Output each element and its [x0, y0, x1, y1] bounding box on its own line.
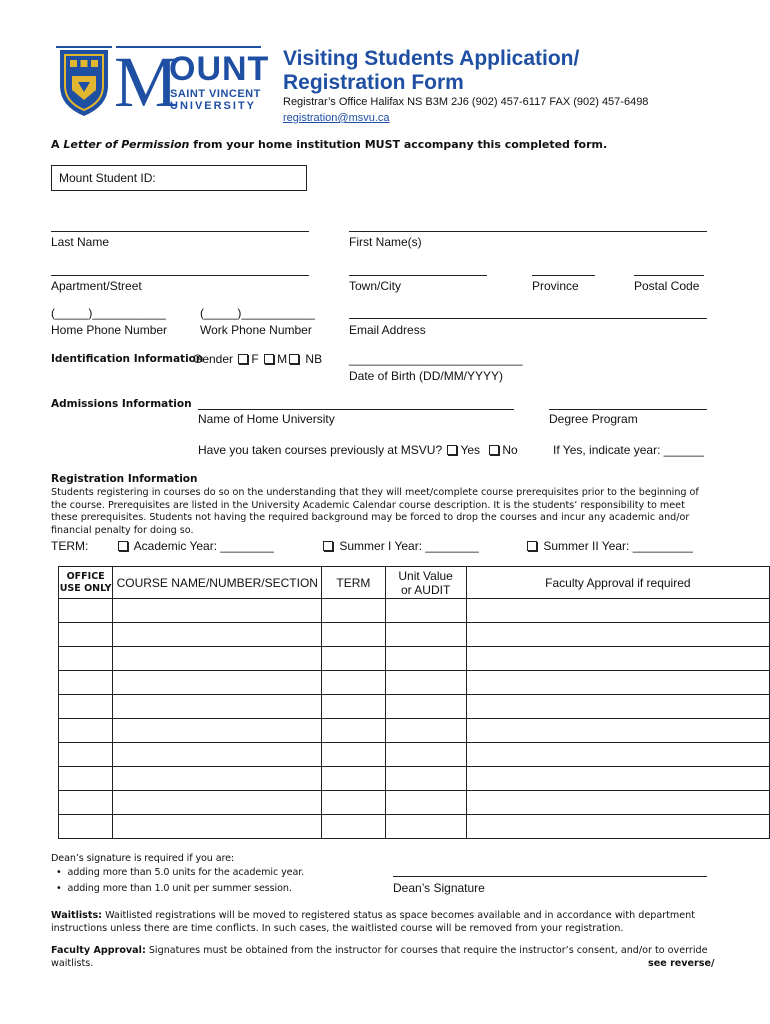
summer1-checkbox[interactable]	[323, 541, 333, 551]
table-row	[59, 743, 770, 767]
gender-nb-label: NB	[305, 352, 323, 366]
course-name-cell[interactable]	[113, 791, 322, 815]
office-use-cell	[59, 647, 113, 671]
home-university-label: Name of Home University	[198, 412, 335, 426]
gender-m-label: M	[277, 352, 288, 366]
term-cell[interactable]	[322, 599, 385, 623]
faculty-approval-cell[interactable]	[466, 815, 769, 839]
form-title-line1: Visiting Students Application/	[283, 47, 580, 70]
logo-word-university: UNIVERSITY	[170, 100, 257, 112]
previous-yes-checkbox[interactable]	[447, 445, 457, 455]
course-name-cell[interactable]	[113, 815, 322, 839]
office-use-cell	[59, 695, 113, 719]
term-cell[interactable]	[322, 623, 385, 647]
gender-nb-checkbox[interactable]	[289, 354, 299, 364]
letter-emphasis: Letter of Permission	[63, 138, 190, 151]
table-row	[59, 671, 770, 695]
office-use-cell	[59, 599, 113, 623]
unit-value-cell[interactable]	[385, 791, 466, 815]
letter-of-permission-notice	[51, 138, 607, 151]
course-name-cell[interactable]	[113, 599, 322, 623]
province-label: Province	[532, 279, 579, 293]
faculty-approval-cell[interactable]	[466, 767, 769, 791]
faculty-approval-cell[interactable]	[466, 791, 769, 815]
apartment-line[interactable]	[51, 275, 309, 276]
first-name-line[interactable]	[349, 231, 707, 232]
table-row	[59, 719, 770, 743]
if-yes-year[interactable]: If Yes, indicate year: ______	[553, 443, 704, 457]
apartment-label: Apartment/Street	[51, 279, 142, 293]
academic-year-checkbox[interactable]	[118, 541, 128, 551]
faculty-approval-cell[interactable]	[466, 671, 769, 695]
dean-bullet-1: • adding more than 5.0 units for the academic year.	[56, 867, 305, 878]
gender-m-checkbox[interactable]	[264, 354, 274, 364]
term-cell[interactable]	[322, 671, 385, 695]
table-row	[59, 599, 770, 623]
admissions-heading: Admissions Information	[51, 398, 192, 410]
gender-f-checkbox[interactable]	[238, 354, 248, 364]
town-line[interactable]	[349, 275, 487, 276]
logo-word-ount: OUNT	[169, 50, 270, 88]
gender-label: Gender	[193, 352, 234, 366]
faculty-approval-cell[interactable]	[466, 647, 769, 671]
last-name-line[interactable]	[51, 231, 309, 232]
header-term: TERM	[322, 567, 385, 599]
dean-signature-line[interactable]	[393, 876, 707, 877]
faculty-approval-note	[51, 945, 711, 970]
previous-no-checkbox[interactable]	[489, 445, 499, 455]
term-summer1	[321, 539, 479, 553]
course-name-cell[interactable]	[113, 695, 322, 719]
header-unit-value: Unit Value or AUDIT	[385, 567, 466, 599]
unit-value-cell[interactable]	[385, 599, 466, 623]
student-id-label: Mount Student ID:	[59, 171, 156, 185]
table-row	[59, 695, 770, 719]
dean-bullet-2-text: adding more than 1.0 unit per summer session.	[67, 883, 292, 894]
gender-group	[193, 352, 322, 366]
home-university-line[interactable]	[198, 409, 514, 410]
table-row	[59, 791, 770, 815]
term-cell[interactable]	[322, 743, 385, 767]
course-name-cell[interactable]	[113, 767, 322, 791]
unit-value-cell[interactable]	[385, 767, 466, 791]
letter-prefix: A	[51, 138, 64, 151]
faculty-approval-cell[interactable]	[466, 623, 769, 647]
first-name-label: First Name(s)	[349, 235, 422, 249]
term-cell[interactable]	[322, 791, 385, 815]
term-cell[interactable]	[322, 719, 385, 743]
registration-text: Students registering in courses do so on the understanding that they will meet/complete course prerequisites prior to the beginning of the course. Prerequisites are listed in the University Academic Calendar course description. It is the students’ responsibility to meet these prerequisites. Students not having the required background may be forced to drop the courses and incur any academic and/or financial penalty for doing so.	[51, 487, 699, 536]
term-cell[interactable]	[322, 647, 385, 671]
office-use-cell	[59, 815, 113, 839]
term-summer2	[525, 539, 693, 553]
student-id-field[interactable]	[51, 165, 307, 191]
table-row	[59, 647, 770, 671]
logo-word-saint-vincent: SAINT VINCENT	[170, 88, 261, 100]
identification-heading: Identification Information	[51, 353, 204, 365]
registrar-contact: Registrar’s Office Halifax NS B3M 2J6 (902) 457-6117 FAX (902) 457-6498	[283, 96, 649, 108]
previous-no-label: No	[502, 443, 518, 457]
course-table	[58, 566, 770, 839]
unit-value-cell[interactable]	[385, 647, 466, 671]
table-row	[59, 623, 770, 647]
letter-suffix: from your home institution MUST accompany this completed form.	[189, 138, 608, 151]
postal-line[interactable]	[634, 275, 704, 276]
summer1-label: Summer I Year: ________	[339, 539, 479, 553]
unit-value-cell[interactable]	[385, 815, 466, 839]
faculty-approval-cell[interactable]	[466, 695, 769, 719]
email-line[interactable]	[349, 318, 707, 319]
term-cell[interactable]	[322, 767, 385, 791]
faculty-approval-text: Signatures must be obtained from the instructor for courses that require the instructor’s consent, and/or to override waitlists.	[51, 945, 708, 969]
unit-value-cell[interactable]	[385, 719, 466, 743]
header-course-name: COURSE NAME/NUMBER/SECTION	[113, 567, 322, 599]
term-academic	[116, 539, 274, 553]
dean-signature-label: Dean’s Signature	[393, 881, 485, 895]
office-use-cell	[59, 791, 113, 815]
previous-question-text: Have you taken courses previously at MSVU?	[198, 443, 443, 457]
course-table-body	[59, 599, 770, 839]
office-use-cell	[59, 743, 113, 767]
previous-courses-question	[198, 443, 518, 457]
last-name-label: Last Name	[51, 235, 110, 249]
waitlists-note	[51, 910, 711, 935]
waitlists-label: Waitlists:	[51, 910, 103, 921]
office-use-cell	[59, 623, 113, 647]
term-label: TERM:	[51, 539, 89, 553]
dean-intro: Dean’s signature is required if you are:	[51, 853, 235, 864]
faculty-approval-label: Faculty Approval:	[51, 945, 146, 956]
waitlists-text: Waitlisted registrations will be moved to registered status as space becomes available and in accordance with department instructions unless there are time conflicts. In such cases, the waitlisted course will be removed from your registration.	[51, 910, 695, 934]
table-row	[59, 767, 770, 791]
dob-blank[interactable]: __________________________	[349, 352, 523, 366]
previous-yes-label: Yes	[460, 443, 481, 457]
university-logo	[56, 42, 270, 122]
faculty-approval-cell[interactable]	[466, 599, 769, 623]
unit-value-cell[interactable]	[385, 623, 466, 647]
office-use-cell	[59, 719, 113, 743]
see-reverse: see reverse/	[648, 958, 715, 969]
header-faculty-approval: Faculty Approval if required	[466, 567, 769, 599]
faculty-approval-cell[interactable]	[466, 743, 769, 767]
header-office-use: OFFICE USE ONLY	[59, 567, 113, 599]
course-name-cell[interactable]	[113, 719, 322, 743]
term-cell[interactable]	[322, 815, 385, 839]
degree-program-label: Degree Program	[549, 412, 638, 426]
form-title-line2: Registration Form	[283, 71, 464, 94]
registrar-email-link[interactable]: registration@msvu.ca	[283, 112, 390, 124]
office-use-cell	[59, 767, 113, 791]
academic-year-label: Academic Year: ________	[133, 539, 274, 553]
course-name-cell[interactable]	[113, 743, 322, 767]
unit-value-cell[interactable]	[385, 743, 466, 767]
course-name-cell[interactable]	[113, 671, 322, 695]
degree-program-line[interactable]	[549, 409, 707, 410]
email-address-label: Email Address	[349, 323, 426, 337]
logo-big-letter: M	[114, 42, 179, 122]
faculty-approval-cell[interactable]	[466, 719, 769, 743]
gender-f-label: F	[251, 352, 259, 366]
unit-value-cell[interactable]	[385, 695, 466, 719]
work-phone-label: Work Phone Number	[200, 323, 312, 337]
summer2-label: Summer II Year: _________	[543, 539, 693, 553]
home-phone-blank[interactable]: (_____)___________	[51, 306, 166, 320]
unit-value-cell[interactable]	[385, 671, 466, 695]
postal-label: Postal Code	[634, 279, 700, 293]
home-phone-label: Home Phone Number	[51, 323, 168, 337]
dob-label: Date of Birth (DD/MM/YYYY)	[349, 369, 504, 383]
registration-heading: Registration Information	[51, 473, 198, 485]
table-row	[59, 815, 770, 839]
dean-bullet-1-text: adding more than 5.0 units for the academic year.	[67, 867, 305, 878]
dean-bullet-2: • adding more than 1.0 unit per summer session.	[56, 883, 292, 894]
course-table-header	[59, 567, 770, 599]
office-use-cell	[59, 671, 113, 695]
province-line[interactable]	[532, 275, 595, 276]
term-cell[interactable]	[322, 695, 385, 719]
course-name-cell[interactable]	[113, 623, 322, 647]
town-label: Town/City	[349, 279, 402, 293]
summer2-checkbox[interactable]	[527, 541, 537, 551]
work-phone-blank[interactable]: (_____)___________	[200, 306, 315, 320]
course-name-cell[interactable]	[113, 647, 322, 671]
